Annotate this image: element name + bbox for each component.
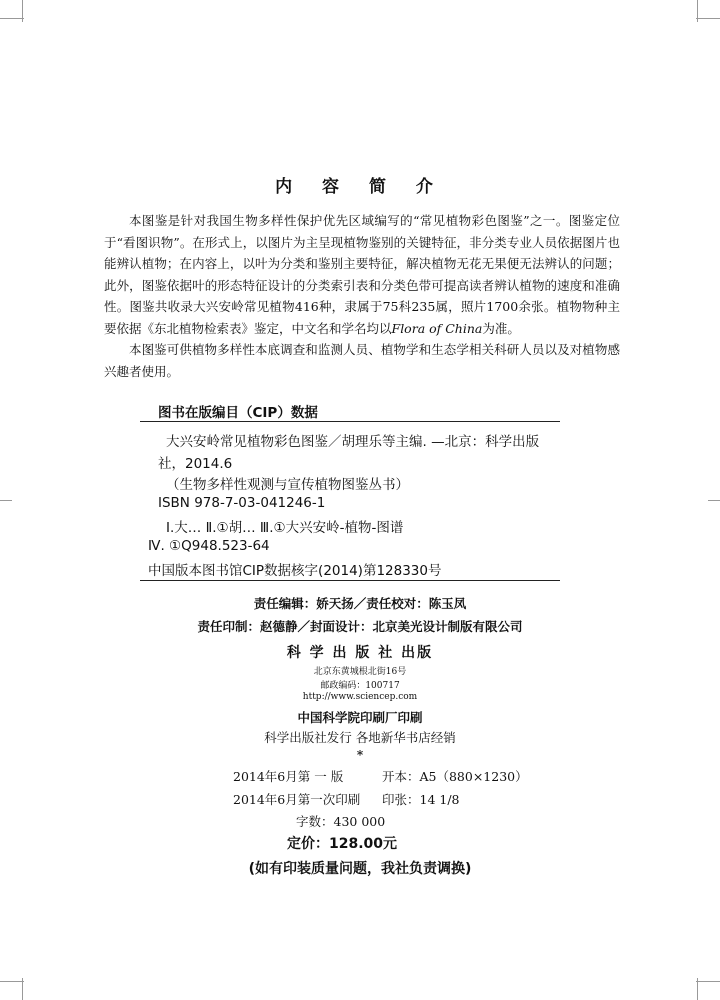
cip-subjects: Ⅰ.大… Ⅱ.①胡… Ⅲ.①大兴安岭-植物-图谱 xyxy=(166,520,404,536)
credits-production: 责任印制：赵德静／封面设计：北京美光设计制版有限公司 xyxy=(197,619,523,634)
intro-paragraph-2: 本图鉴可供植物多样性本底调查和监测人员、植物学和生态学相关科研人员以及对植物感兴趣者使用。 xyxy=(104,342,620,379)
cip-classification: Ⅳ. ①Q948.523-64 xyxy=(148,538,270,554)
impression: 2014年6月第一次印刷 xyxy=(233,792,361,807)
crop-mark xyxy=(697,978,698,1000)
intro-section xyxy=(104,210,620,382)
format: 开本：A5（880×1230） xyxy=(382,769,528,784)
quality-notice: (如有印装质量问题，我社负责调换) xyxy=(248,861,472,877)
crop-mark xyxy=(696,981,720,982)
page-title: 内 容 简 介 xyxy=(275,177,445,197)
crop-mark xyxy=(0,500,12,501)
crop-mark xyxy=(22,0,23,22)
publisher-address: 北京东黄城根北街16号 xyxy=(313,667,407,677)
cip-isbn: ISBN 978-7-03-041246-1 xyxy=(158,495,326,511)
cip-title-line: 大兴安岭常见植物彩色图鉴／胡理乐等主编. —北京：科学出版 xyxy=(166,434,540,450)
flora-of-china-title: Flora of China xyxy=(391,320,483,336)
publisher-url: http://www.sciencep.com xyxy=(302,692,418,702)
crop-mark xyxy=(697,0,698,22)
crop-mark xyxy=(22,978,23,1000)
cip-heading: 图书在版编目（CIP）数据 xyxy=(158,405,318,421)
cip-publisher-line: 社，2014.6 xyxy=(158,456,233,472)
intro-text-a: 本图鉴是针对我国生物多样性保护优先区域编写的“常见植物彩色图鉴”之一。图鉴定位于“看图识物”。在形式上，以图片为主呈现植物鉴别的关键特征，非分类专业人员依据图片也能辨认植物；在内容上，以叶为分类和鉴别主要特征，解决植物无花无果便无法辨认的问题；此外，图鉴依据叶的形态特征设计的分类索引表和分类色带可提高读者辨认植物的速度和准确性。图鉴共收录大兴安岭常见植物416种，隶属于75科235属，照片1700余张。植物物种主要依据《东北植物检索表》鉴定，中文名和学名均以 xyxy=(104,213,620,336)
crop-mark xyxy=(0,18,24,19)
crop-mark xyxy=(708,500,720,501)
intro-paragraph-1 xyxy=(104,210,620,339)
printed-sheets: 印张：14 1/8 xyxy=(382,792,460,807)
crop-mark xyxy=(696,18,720,19)
cip-series-line: （生物多样性观测与宣传植物图鉴丛书） xyxy=(166,477,409,493)
word-count: 字数：430 000 xyxy=(296,814,386,829)
publisher-name: 科 学 出 版 社 出版 xyxy=(286,645,434,661)
crop-mark xyxy=(0,981,24,982)
distribution: 科学出版社发行 各地新华书店经销 xyxy=(264,730,456,745)
price: 定价：128.00元 xyxy=(287,836,398,852)
separator-star: * xyxy=(356,748,364,762)
edition: 2014年6月第 一 版 xyxy=(233,769,344,784)
cip-number: 中国版本图书馆CIP数据核字(2014)第128330号 xyxy=(148,563,442,579)
intro-text-b: 为准。 xyxy=(482,320,520,336)
credits-editors: 责任编辑：娇天扬／责任校对：陈玉凤 xyxy=(253,596,467,611)
printer: 中国科学院印刷厂印刷 xyxy=(297,710,423,725)
publisher-postcode: 邮政编码：100717 xyxy=(320,681,400,691)
